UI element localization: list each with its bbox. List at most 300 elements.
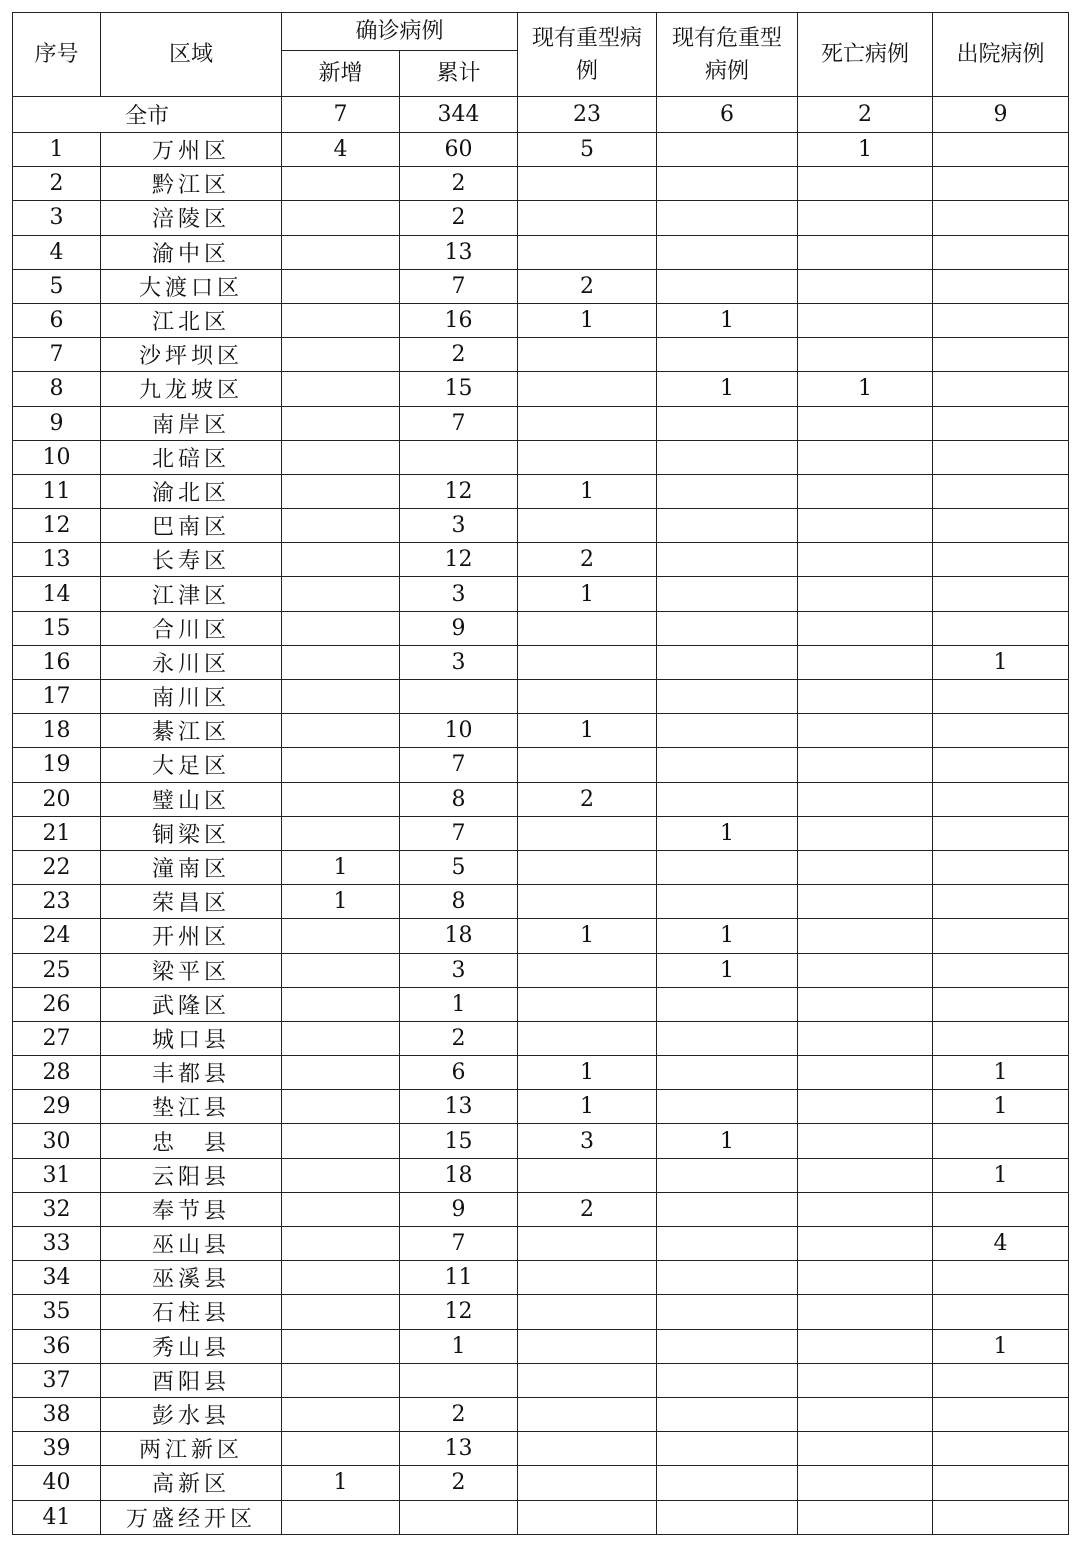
cell-critical <box>657 1432 798 1466</box>
cell-severe <box>518 406 657 440</box>
cell-critical <box>657 1021 798 1055</box>
cell-index: 18 <box>13 714 101 748</box>
cell-region: 两江新区 <box>101 1432 282 1466</box>
cell-discharged <box>933 167 1069 201</box>
cell-index: 40 <box>13 1466 101 1500</box>
cell-deaths <box>798 1192 933 1226</box>
cell-discharged <box>933 714 1069 748</box>
cell-deaths <box>798 748 933 782</box>
cell-index: 1 <box>13 133 101 167</box>
cell-new <box>282 1158 400 1192</box>
cell-severe <box>518 1466 657 1500</box>
cell-cumulative: 2 <box>400 201 518 235</box>
cell-discharged <box>933 1466 1069 1500</box>
cell-new <box>282 509 400 543</box>
cell-deaths <box>798 611 933 645</box>
cell-new <box>282 1090 400 1124</box>
header-severe <box>518 13 657 97</box>
cell-new <box>282 987 400 1021</box>
cell-region: 云阳县 <box>101 1158 282 1192</box>
table-row <box>13 372 1069 406</box>
cell-cumulative: 13 <box>400 1432 518 1466</box>
cell-index: 21 <box>13 816 101 850</box>
cell-index: 11 <box>13 474 101 508</box>
cell-cumulative: 12 <box>400 1295 518 1329</box>
cell-discharged <box>933 372 1069 406</box>
cell-deaths <box>798 816 933 850</box>
cell-deaths <box>798 167 933 201</box>
cell-index: 30 <box>13 1124 101 1158</box>
cell-index: 35 <box>13 1295 101 1329</box>
cell-critical <box>657 680 798 714</box>
cell-region: 巴南区 <box>101 509 282 543</box>
cell-discharged <box>933 440 1069 474</box>
cell-discharged <box>933 235 1069 269</box>
cell-index: 27 <box>13 1021 101 1055</box>
cell-index: 22 <box>13 850 101 884</box>
cell-new <box>282 406 400 440</box>
cell-index: 9 <box>13 406 101 440</box>
cell-index: 29 <box>13 1090 101 1124</box>
cell-severe: 2 <box>518 543 657 577</box>
cell-region: 綦江区 <box>101 714 282 748</box>
cell-critical <box>657 1090 798 1124</box>
total-severe: 23 <box>518 97 657 133</box>
cell-region: 渝北区 <box>101 474 282 508</box>
cell-discharged <box>933 338 1069 372</box>
cell-deaths <box>798 577 933 611</box>
cell-index: 20 <box>13 782 101 816</box>
cell-region: 江津区 <box>101 577 282 611</box>
cell-index: 13 <box>13 543 101 577</box>
cell-region: 奉节县 <box>101 1192 282 1226</box>
cell-region: 北碚区 <box>101 440 282 474</box>
table-row <box>13 850 1069 884</box>
table-row <box>13 1090 1069 1124</box>
total-label: 全市 <box>13 97 282 133</box>
cell-discharged <box>933 919 1069 953</box>
cell-cumulative: 18 <box>400 919 518 953</box>
cell-deaths <box>798 680 933 714</box>
cell-deaths <box>798 509 933 543</box>
cell-critical <box>657 1329 798 1363</box>
cell-discharged <box>933 201 1069 235</box>
cell-severe <box>518 1261 657 1295</box>
cell-region: 彭水县 <box>101 1397 282 1431</box>
cell-index: 23 <box>13 885 101 919</box>
header-deaths: 死亡病例 <box>798 13 933 97</box>
cell-deaths: 1 <box>798 133 933 167</box>
table-row <box>13 1227 1069 1261</box>
cell-severe <box>518 1432 657 1466</box>
cell-critical <box>657 987 798 1021</box>
cell-new <box>282 372 400 406</box>
cell-region: 梁平区 <box>101 953 282 987</box>
cell-severe: 3 <box>518 1124 657 1158</box>
table-row <box>13 1021 1069 1055</box>
cell-cumulative: 15 <box>400 372 518 406</box>
statistics-sheet <box>12 12 1068 1535</box>
cell-cumulative: 7 <box>400 748 518 782</box>
cell-critical <box>657 1466 798 1500</box>
cell-deaths <box>798 406 933 440</box>
cell-discharged: 4 <box>933 1227 1069 1261</box>
table-row <box>13 714 1069 748</box>
cell-discharged <box>933 816 1069 850</box>
cell-severe <box>518 1295 657 1329</box>
cell-region: 大足区 <box>101 748 282 782</box>
cell-new <box>282 680 400 714</box>
table-row <box>13 1466 1069 1500</box>
cell-new <box>282 235 400 269</box>
cell-discharged <box>933 1500 1069 1534</box>
cell-new <box>282 919 400 953</box>
cell-critical <box>657 201 798 235</box>
cell-new <box>282 782 400 816</box>
cell-severe: 5 <box>518 133 657 167</box>
cell-region: 武隆区 <box>101 987 282 1021</box>
table-row <box>13 543 1069 577</box>
cell-critical: 1 <box>657 816 798 850</box>
cell-new <box>282 303 400 337</box>
cell-severe: 2 <box>518 269 657 303</box>
table-row <box>13 1329 1069 1363</box>
cell-index: 38 <box>13 1397 101 1431</box>
cell-discharged: 1 <box>933 1090 1069 1124</box>
cell-index: 39 <box>13 1432 101 1466</box>
total-critical: 6 <box>657 97 798 133</box>
cell-index: 10 <box>13 440 101 474</box>
table-row <box>13 303 1069 337</box>
cell-new <box>282 1192 400 1226</box>
cell-cumulative: 2 <box>400 338 518 372</box>
cell-new: 1 <box>282 850 400 884</box>
cell-discharged <box>933 269 1069 303</box>
cell-cumulative: 12 <box>400 474 518 508</box>
cell-new <box>282 1500 400 1534</box>
cell-cumulative: 6 <box>400 1056 518 1090</box>
cell-severe <box>518 338 657 372</box>
header-new: 新增 <box>282 51 400 97</box>
cell-discharged <box>933 987 1069 1021</box>
table-row <box>13 1363 1069 1397</box>
cell-discharged <box>933 680 1069 714</box>
table-row <box>13 1158 1069 1192</box>
cell-deaths <box>798 1329 933 1363</box>
cell-new <box>282 167 400 201</box>
case-table <box>12 12 1069 1535</box>
cell-region: 城口县 <box>101 1021 282 1055</box>
cell-region: 九龙坡区 <box>101 372 282 406</box>
cell-index: 14 <box>13 577 101 611</box>
cell-critical <box>657 748 798 782</box>
cell-severe <box>518 611 657 645</box>
cell-discharged <box>933 1124 1069 1158</box>
header-critical-label: 现有危重型病例 <box>672 25 783 84</box>
table-row <box>13 167 1069 201</box>
cell-deaths: 1 <box>798 372 933 406</box>
cell-critical <box>657 1261 798 1295</box>
cell-index: 28 <box>13 1056 101 1090</box>
cell-cumulative: 7 <box>400 816 518 850</box>
cell-cumulative: 2 <box>400 1397 518 1431</box>
cell-cumulative: 8 <box>400 885 518 919</box>
cell-cumulative: 3 <box>400 953 518 987</box>
cell-critical <box>657 1397 798 1431</box>
cell-severe: 1 <box>518 1090 657 1124</box>
header-severe-label: 现有重型病例 <box>532 25 643 84</box>
cell-region: 铜梁区 <box>101 816 282 850</box>
cell-index: 8 <box>13 372 101 406</box>
cell-new <box>282 474 400 508</box>
cell-critical <box>657 543 798 577</box>
cell-severe: 1 <box>518 577 657 611</box>
cell-deaths <box>798 235 933 269</box>
cell-critical <box>657 440 798 474</box>
cell-severe <box>518 885 657 919</box>
cell-severe: 2 <box>518 1192 657 1226</box>
cell-deaths <box>798 1295 933 1329</box>
table-row <box>13 645 1069 679</box>
cell-index: 6 <box>13 303 101 337</box>
cell-region: 巫溪县 <box>101 1261 282 1295</box>
cell-deaths <box>798 474 933 508</box>
table-row <box>13 885 1069 919</box>
cell-severe <box>518 1227 657 1261</box>
cell-region: 永川区 <box>101 645 282 679</box>
cell-deaths <box>798 1261 933 1295</box>
cell-region: 石柱县 <box>101 1295 282 1329</box>
cell-index: 7 <box>13 338 101 372</box>
cell-deaths <box>798 543 933 577</box>
cell-new: 4 <box>282 133 400 167</box>
cell-deaths <box>798 303 933 337</box>
cell-deaths <box>798 1021 933 1055</box>
cell-region: 开州区 <box>101 919 282 953</box>
table-row <box>13 748 1069 782</box>
table-row <box>13 338 1069 372</box>
cell-region: 江北区 <box>101 303 282 337</box>
cell-severe <box>518 816 657 850</box>
header-confirmed: 确诊病例 <box>282 13 518 51</box>
cell-index: 26 <box>13 987 101 1021</box>
cell-discharged: 1 <box>933 645 1069 679</box>
table-row <box>13 509 1069 543</box>
table-row <box>13 782 1069 816</box>
cell-cumulative: 5 <box>400 850 518 884</box>
table-row <box>13 440 1069 474</box>
cell-index: 25 <box>13 953 101 987</box>
cell-region: 黔江区 <box>101 167 282 201</box>
cell-cumulative: 13 <box>400 235 518 269</box>
cell-region: 垫江县 <box>101 1090 282 1124</box>
total-new: 7 <box>282 97 400 133</box>
cell-cumulative: 15 <box>400 1124 518 1158</box>
cell-discharged <box>933 1363 1069 1397</box>
cell-new <box>282 1329 400 1363</box>
cell-index: 3 <box>13 201 101 235</box>
table-row <box>13 1397 1069 1431</box>
cell-index: 31 <box>13 1158 101 1192</box>
cell-discharged <box>933 1397 1069 1431</box>
table-row <box>13 953 1069 987</box>
cell-discharged <box>933 1192 1069 1226</box>
cell-new: 1 <box>282 885 400 919</box>
cell-cumulative: 7 <box>400 406 518 440</box>
cell-critical <box>657 577 798 611</box>
cell-critical <box>657 338 798 372</box>
cell-region: 南岸区 <box>101 406 282 440</box>
cell-new <box>282 1124 400 1158</box>
cell-severe: 1 <box>518 714 657 748</box>
table-row <box>13 816 1069 850</box>
cell-severe <box>518 440 657 474</box>
cell-deaths <box>798 1500 933 1534</box>
cell-critical <box>657 1056 798 1090</box>
header-region: 区域 <box>101 13 282 97</box>
cell-severe <box>518 748 657 782</box>
cell-cumulative: 11 <box>400 1261 518 1295</box>
cell-critical <box>657 167 798 201</box>
cell-severe <box>518 1021 657 1055</box>
table-row <box>13 269 1069 303</box>
cell-discharged: 1 <box>933 1329 1069 1363</box>
cell-new <box>282 269 400 303</box>
cell-severe <box>518 201 657 235</box>
cell-index: 15 <box>13 611 101 645</box>
cell-new <box>282 816 400 850</box>
cell-deaths <box>798 1090 933 1124</box>
cell-discharged <box>933 850 1069 884</box>
cell-discharged: 1 <box>933 1158 1069 1192</box>
cell-cumulative: 2 <box>400 1466 518 1500</box>
cell-critical <box>657 850 798 884</box>
cell-deaths <box>798 1056 933 1090</box>
table-row <box>13 1295 1069 1329</box>
cell-severe <box>518 167 657 201</box>
cell-discharged <box>933 474 1069 508</box>
cell-severe: 2 <box>518 782 657 816</box>
cell-region: 沙坪坝区 <box>101 338 282 372</box>
cell-region: 万州区 <box>101 133 282 167</box>
cell-deaths <box>798 987 933 1021</box>
cell-severe <box>518 1363 657 1397</box>
cell-deaths <box>798 1363 933 1397</box>
table-row <box>13 680 1069 714</box>
cell-new <box>282 201 400 235</box>
table-row <box>13 1124 1069 1158</box>
cell-cumulative: 13 <box>400 1090 518 1124</box>
header-index: 序号 <box>13 13 101 97</box>
cell-cumulative: 16 <box>400 303 518 337</box>
cell-new <box>282 1295 400 1329</box>
cell-cumulative: 60 <box>400 133 518 167</box>
cell-critical <box>657 509 798 543</box>
cell-discharged <box>933 782 1069 816</box>
cell-severe <box>518 1329 657 1363</box>
cell-critical <box>657 714 798 748</box>
cell-critical <box>657 269 798 303</box>
cell-new: 1 <box>282 1466 400 1500</box>
cell-cumulative: 3 <box>400 577 518 611</box>
cell-severe <box>518 1397 657 1431</box>
cell-discharged <box>933 133 1069 167</box>
cell-discharged <box>933 1261 1069 1295</box>
total-row <box>13 97 1069 133</box>
cell-discharged: 1 <box>933 1056 1069 1090</box>
cell-index: 37 <box>13 1363 101 1397</box>
cell-new <box>282 1363 400 1397</box>
cell-deaths <box>798 440 933 474</box>
cell-index: 32 <box>13 1192 101 1226</box>
cell-deaths <box>798 714 933 748</box>
cell-region: 长寿区 <box>101 543 282 577</box>
cell-cumulative: 3 <box>400 645 518 679</box>
cell-region: 秀山县 <box>101 1329 282 1363</box>
cell-region: 大渡口区 <box>101 269 282 303</box>
cell-critical <box>657 1363 798 1397</box>
cell-severe <box>518 850 657 884</box>
cell-cumulative <box>400 680 518 714</box>
table-row <box>13 201 1069 235</box>
cell-region: 丰都县 <box>101 1056 282 1090</box>
cell-deaths <box>798 919 933 953</box>
table-row <box>13 133 1069 167</box>
table-row <box>13 919 1069 953</box>
cell-severe <box>518 645 657 679</box>
cell-cumulative: 9 <box>400 611 518 645</box>
cell-new <box>282 714 400 748</box>
cell-critical <box>657 611 798 645</box>
cell-cumulative: 7 <box>400 1227 518 1261</box>
cell-index: 41 <box>13 1500 101 1534</box>
cell-region: 合川区 <box>101 611 282 645</box>
cell-critical <box>657 406 798 440</box>
cell-discharged <box>933 303 1069 337</box>
cell-index: 24 <box>13 919 101 953</box>
cell-critical: 1 <box>657 1124 798 1158</box>
cell-cumulative: 10 <box>400 714 518 748</box>
cell-deaths <box>798 1466 933 1500</box>
cell-critical <box>657 782 798 816</box>
cell-discharged <box>933 1021 1069 1055</box>
cell-critical <box>657 235 798 269</box>
cell-region: 涪陵区 <box>101 201 282 235</box>
cell-deaths <box>798 1397 933 1431</box>
table-row <box>13 987 1069 1021</box>
cell-discharged <box>933 748 1069 782</box>
cell-cumulative: 1 <box>400 987 518 1021</box>
cell-index: 33 <box>13 1227 101 1261</box>
cell-deaths <box>798 1432 933 1466</box>
cell-cumulative <box>400 1500 518 1534</box>
cell-cumulative: 2 <box>400 1021 518 1055</box>
table-row <box>13 1192 1069 1226</box>
cell-deaths <box>798 850 933 884</box>
cell-discharged <box>933 885 1069 919</box>
cell-region: 荣昌区 <box>101 885 282 919</box>
cell-severe: 1 <box>518 303 657 337</box>
cell-severe <box>518 1500 657 1534</box>
cell-index: 12 <box>13 509 101 543</box>
cell-severe <box>518 987 657 1021</box>
cell-cumulative: 12 <box>400 543 518 577</box>
cell-index: 34 <box>13 1261 101 1295</box>
cell-discharged <box>933 953 1069 987</box>
cell-critical: 1 <box>657 953 798 987</box>
table-row <box>13 1261 1069 1295</box>
cell-cumulative: 18 <box>400 1158 518 1192</box>
